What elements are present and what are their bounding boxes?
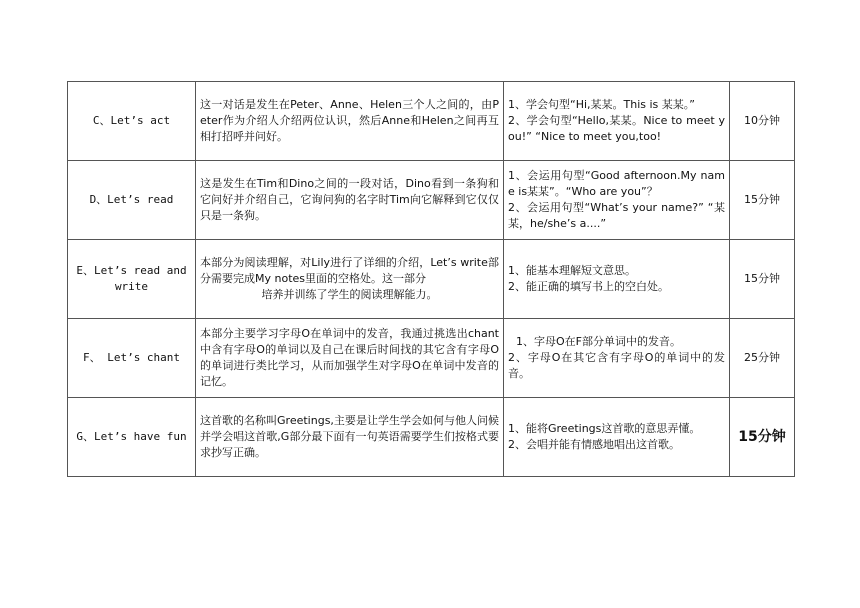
description-text: 这是发生在Tim和Dino之间的一段对话，Dino看到一条狗和它问好并介绍自己，它询问狗的名字时Tim向它解释到它仅仅只是一条狗。 <box>200 177 499 222</box>
goal-item: 2、会运用句型“What’s your name?” “某某，he/she’s a....” <box>508 201 725 230</box>
description-text: 本部分为阅读理解，对Lily进行了详细的介绍，Let’s write部分需要完成My notes里面的空格处。这一部分 <box>200 256 499 285</box>
learning-goals <box>504 161 730 240</box>
goal-item: 2、学会句型“Hello,某某。Nice to meet you!” “Nice to meet you,too! <box>508 114 725 143</box>
description-text: 本部分主要学习字母O在单词中的发音，我通过挑选出chant中含有字母O的单词以及自己在课后时间找的其它含有字母O的单词进行类比学习，从而加强学生对字母O在单词中发音的记忆。 <box>200 327 499 388</box>
learning-goals <box>504 82 730 161</box>
table-row <box>68 398 795 477</box>
section-description <box>196 319 504 398</box>
table-row <box>68 82 795 161</box>
section-description <box>196 161 504 240</box>
section-description <box>196 398 504 477</box>
goal-item: 1、能基本理解短文意思。 <box>508 264 636 277</box>
table-row <box>68 240 795 319</box>
section-name: E、Let’s read and write <box>68 240 196 319</box>
learning-goals <box>504 319 730 398</box>
goal-item: 2、会唱并能有情感地唱出这首歌。 <box>508 438 680 451</box>
time-allocation: 15分钟 <box>730 398 795 477</box>
learning-goals <box>504 240 730 319</box>
time-allocation: 15分钟 <box>730 240 795 319</box>
goal-item: 2、能正确的填写书上的空白处。 <box>508 280 669 293</box>
description-text: 培养并训练了学生的阅读理解能力。 <box>261 288 438 301</box>
goal-item: 2、字母O在其它含有字母O的单词中的发音。 <box>508 351 725 380</box>
section-description <box>196 82 504 161</box>
section-name: D、Let’s read <box>68 161 196 240</box>
time-allocation: 15分钟 <box>730 161 795 240</box>
time-allocation: 25分钟 <box>730 319 795 398</box>
goal-item: 1、能将Greetings这首歌的意思弄懂。 <box>508 422 701 435</box>
table-row <box>68 319 795 398</box>
section-name: G、Let’s have fun <box>68 398 196 477</box>
table-row <box>68 161 795 240</box>
goal-item: 1、学会句型“Hi,某某。This is 某某。” <box>508 98 695 111</box>
goal-item: 1、会运用句型“Good afternoon.My name is某某”。“Who are you”？ <box>508 169 725 198</box>
learning-goals <box>504 398 730 477</box>
time-allocation: 10分钟 <box>730 82 795 161</box>
description-text: 这一对话是发生在Peter、Anne、Helen三个人之间的，由Peter作为介绍人介绍两位认识，然后Anne和Helen之间再互相打招呼并问好。 <box>200 98 499 143</box>
description-text: 这首歌的名称叫Greetings,主要是让学生学会如何与他人问候并学会唱这首歌,G部分最下面有一句英语需要学生们按格式要求抄写正确。 <box>200 414 499 459</box>
section-name: F、 Let’s chant <box>68 319 196 398</box>
goal-item: 1、字母O在F部分单词中的发音。 <box>516 335 681 348</box>
lesson-plan-table <box>67 81 795 477</box>
section-name: C、Let’s act <box>68 82 196 161</box>
section-description <box>196 240 504 319</box>
